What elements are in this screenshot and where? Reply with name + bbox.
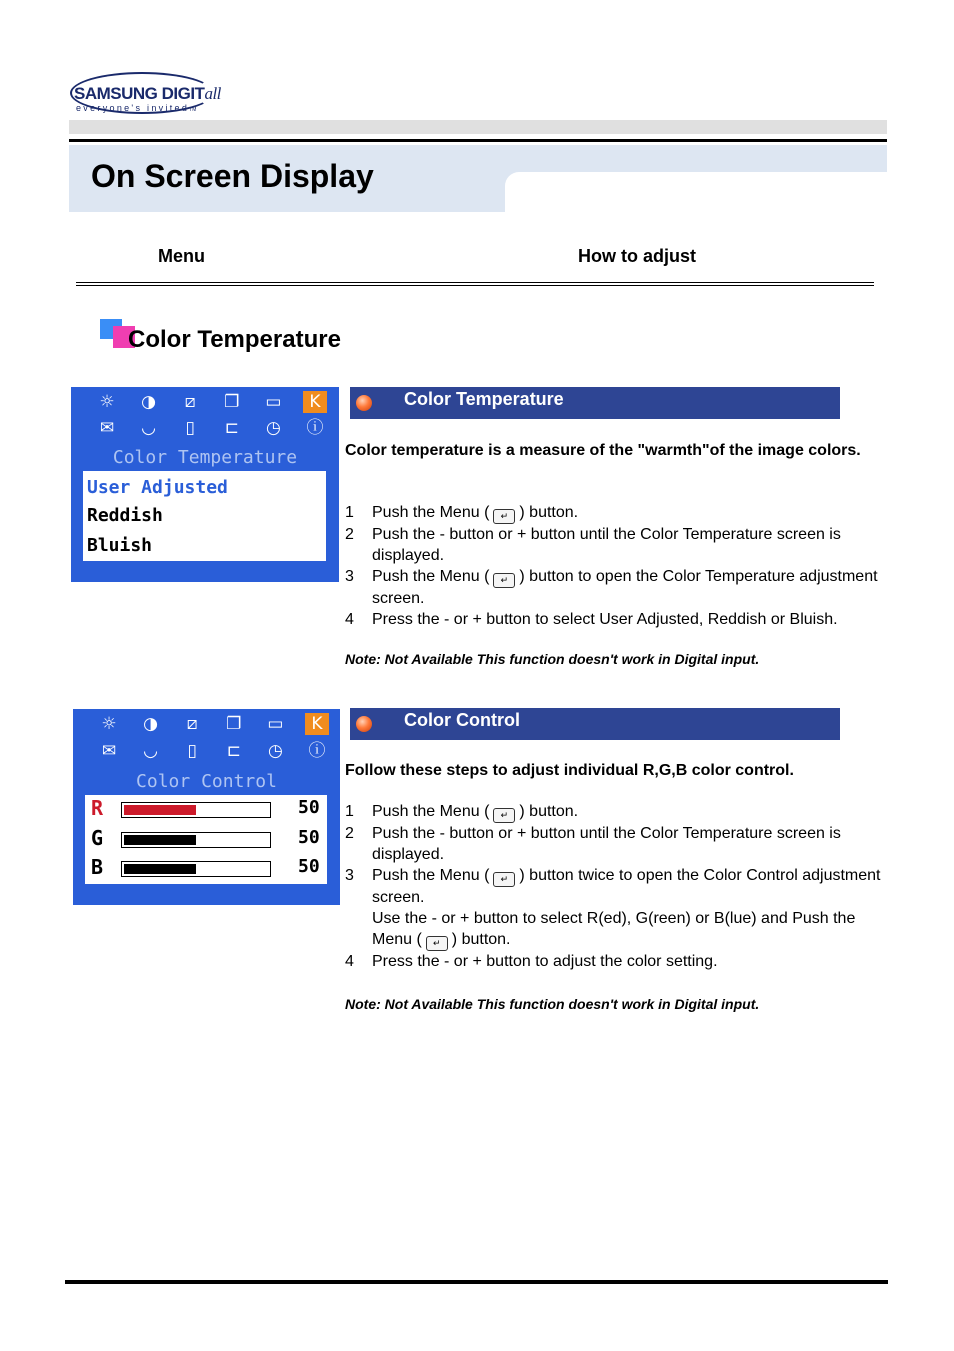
channel-bar-fill: [124, 835, 196, 845]
band-title: Color Temperature: [404, 389, 564, 409]
channel-bar-fill: [124, 864, 196, 874]
video-icon: ▭: [267, 714, 284, 734]
color-temperature-steps: [345, 502, 890, 630]
step-text: Press the - or + button to adjust the color setting.: [372, 953, 718, 970]
step-text: ) button.: [451, 931, 511, 948]
step-number: 2: [345, 526, 354, 543]
color-temperature-band: [350, 387, 840, 419]
step-number: 4: [345, 611, 354, 628]
step-item: [345, 566, 890, 609]
window-icon: ❐: [226, 714, 242, 734]
osd-options-box: [83, 471, 326, 561]
channel-label: G: [91, 826, 104, 850]
enter-key-icon: ↵: [493, 872, 515, 887]
step-text: Press the - or + button to select User Adjusted, Reddish or Bluish.: [372, 611, 838, 628]
menu-column-header: Menu: [158, 246, 205, 266]
channel-bar-fill: [124, 805, 196, 815]
header-rule: [76, 285, 874, 286]
enter-key-icon: ↵: [493, 808, 515, 823]
color-temperature-intro: Color temperature is a measure of the "warmth"of the image colors.: [345, 442, 861, 459]
logo-tagline: [76, 103, 196, 113]
step-number: 1: [345, 504, 354, 521]
logo-tm: TM: [189, 107, 197, 113]
osd-rgb-box: [85, 795, 327, 884]
info-icon: ⓘ: [308, 741, 326, 761]
step-text: Push the Menu (: [372, 803, 490, 820]
step-item: [345, 524, 890, 566]
mail-icon: ✉: [101, 741, 117, 761]
osd-label: Color Control: [136, 771, 277, 792]
color-temp-icon: K: [305, 713, 329, 735]
color-control-band: [350, 708, 840, 740]
header-strip: [69, 120, 887, 134]
step-number: 3: [345, 867, 354, 884]
step-item: [345, 951, 890, 972]
channel-row-r: [91, 796, 321, 820]
page-title: On Screen Display: [91, 158, 374, 194]
channel-row-g: [91, 826, 321, 850]
logo-brand: [74, 84, 221, 104]
channel-value: 50: [298, 797, 320, 818]
step-number: 3: [345, 568, 354, 585]
step-item: [345, 609, 890, 630]
info-icon: ⓘ: [306, 418, 324, 438]
step-item: [345, 801, 890, 823]
color-control-intro: Follow these steps to adjust individual R,G,B color control.: [345, 762, 794, 779]
bullet-icon: [356, 395, 372, 411]
mail-icon: ✉: [99, 418, 115, 438]
video-icon: ▭: [265, 392, 282, 412]
step-text: ) button.: [519, 504, 579, 521]
step-text: Push the - button or + button until the Color Temperature screen is displayed.: [372, 526, 841, 564]
sun-icon: ☼: [101, 714, 117, 734]
enter-key-icon: ↵: [493, 573, 515, 588]
channel-label: R: [91, 796, 104, 820]
how-to-adjust-column-header: How to adjust: [578, 246, 696, 266]
step-text: Push the Menu (: [372, 504, 490, 521]
lips-icon: ◡: [141, 418, 157, 438]
channel-value: 50: [298, 827, 320, 848]
logo-tagline-text: everyone's invited: [76, 103, 190, 113]
enter-key-icon: ↵: [426, 936, 448, 951]
step-text: Push the Menu (: [372, 867, 490, 884]
clock-icon: ◷: [265, 418, 281, 438]
osd-option-reddish: Reddish: [87, 505, 163, 526]
section-title: Color Temperature: [128, 326, 341, 353]
enter-key-icon: ↵: [493, 509, 515, 524]
footer-rule: [65, 1280, 888, 1284]
color-temperature-note: Note: Not Available This function doesn't work in Digital input.: [345, 651, 760, 667]
columns-icon: ▯: [187, 741, 197, 761]
osd-icon-row: [95, 391, 327, 413]
channel-value: 50: [298, 856, 320, 877]
color-control-note: Note: Not Available This function doesn't work in Digital input.: [345, 996, 760, 1012]
step-number: 2: [345, 825, 354, 842]
sun-icon: ☼: [99, 392, 115, 412]
logo-brand-text: SAMSUNG DIGIT: [74, 84, 205, 103]
contrast-icon: ◑: [141, 392, 157, 412]
image-icon: ⧄: [186, 714, 198, 734]
bullet-icon: [356, 716, 372, 732]
step-text: Push the Menu (: [372, 568, 490, 585]
band-title: Color Control: [404, 710, 520, 730]
channel-row-b: [91, 855, 321, 879]
header-rule: [76, 282, 874, 283]
window-icon: ❐: [224, 392, 240, 412]
osd-icon-row: [95, 417, 327, 439]
osd-color-temperature: [71, 387, 339, 582]
clock-icon: ◷: [267, 741, 283, 761]
step-text: ) button twice to open the Color Control adjustment screen.: [372, 867, 881, 906]
lips-icon: ◡: [143, 741, 159, 761]
header-divider: [69, 139, 887, 142]
step-text: Push the - button or + button until the Color Temperature screen is displayed.: [372, 825, 841, 863]
channel-bar: [121, 832, 271, 848]
step-item: [345, 823, 890, 865]
step-item: [345, 502, 890, 524]
step-text: Use the - or + button to select R(ed), G(reen) or B(lue) and Push the Menu (: [372, 910, 856, 948]
title-banner-notch: [505, 172, 887, 212]
contrast-icon: ◑: [143, 714, 159, 734]
channel-bar: [121, 802, 271, 818]
step-number: 4: [345, 953, 354, 970]
step-text: ) button to open the Color Temperature adjustment screen.: [372, 568, 878, 607]
image-icon: ⧄: [184, 392, 196, 412]
columns-icon: ▯: [185, 418, 195, 438]
channel-label: B: [91, 855, 104, 879]
osd-option-bluish: Bluish: [87, 535, 153, 556]
step-item: [345, 865, 890, 951]
osd-option-user-adjusted: User Adjusted: [87, 477, 228, 498]
frame-icon: ⊏: [224, 418, 239, 438]
color-temp-icon: K: [303, 391, 327, 413]
step-number: 1: [345, 803, 354, 820]
step-text: ) button.: [519, 803, 579, 820]
frame-icon: ⊏: [226, 741, 241, 761]
channel-bar: [121, 861, 271, 877]
osd-color-control: [73, 709, 340, 905]
osd-label: Color Temperature: [112, 447, 298, 468]
samsung-logo: [70, 72, 221, 114]
osd-icon-row: [97, 713, 329, 735]
logo-brand-suffix: all: [204, 84, 221, 103]
osd-icon-row: [97, 740, 329, 762]
color-control-steps: [345, 801, 890, 972]
